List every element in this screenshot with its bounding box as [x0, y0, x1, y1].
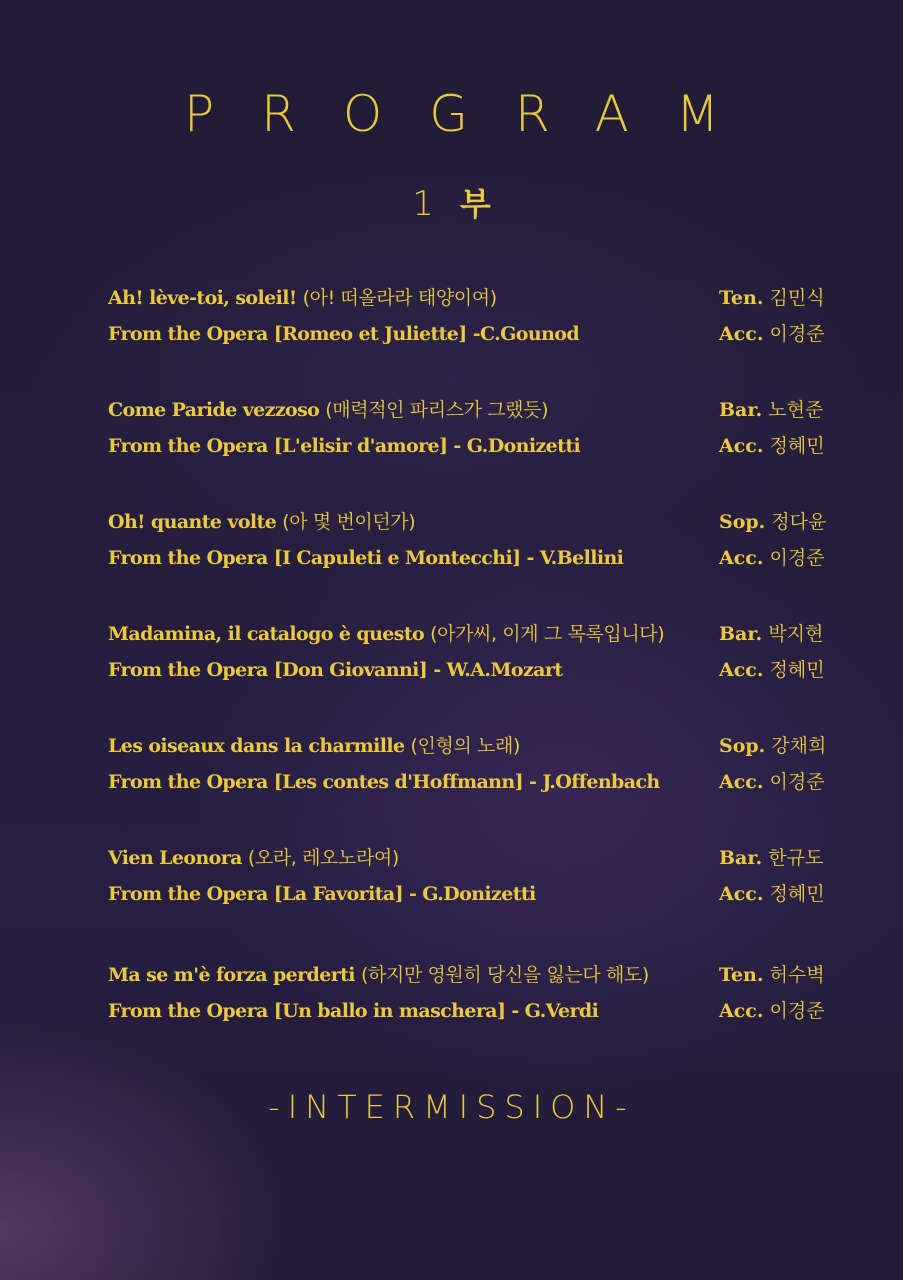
- accompanist-name: 이경준: [769, 771, 825, 793]
- intermission-label: -INTERMISSION-: [268, 1088, 635, 1126]
- aria-title-korean: (매력적인 파리스가 그랬듯): [325, 399, 549, 421]
- accompanist-name: 이경준: [769, 323, 825, 345]
- accompanist: [719, 652, 825, 689]
- accompanist-role: Acc.: [719, 1000, 764, 1022]
- accompanist-role: Acc.: [719, 323, 764, 345]
- aria-title-korean: (아! 떠올라라 태양이여): [302, 287, 497, 309]
- accompanist: [719, 540, 825, 577]
- singer: [719, 392, 823, 429]
- entry-line-source: [108, 764, 828, 800]
- aria-title: Madamina, il catalogo è questo (아가씨, 이게 그 목록입니다): [108, 623, 665, 645]
- accompanist: [719, 876, 825, 913]
- entry-line-aria: [108, 840, 828, 876]
- opera-source: From the Opera [I Capuleti e Montecchi] - V.Bellini: [108, 547, 624, 569]
- aria-title: Les oiseaux dans la charmille (인형의 노래): [108, 735, 520, 757]
- singer: [719, 957, 825, 994]
- singer-name: 박지현: [768, 623, 824, 645]
- singer-role: Bar.: [719, 623, 763, 645]
- entry-line-source: [108, 876, 828, 912]
- opera-source: From the Opera [Les contes d'Hoffmann] - J.Offenbach: [108, 771, 660, 793]
- opera-source: From the Opera [La Favorita] - G.Donizetti: [108, 883, 536, 905]
- accompanist-name: 정혜민: [769, 883, 825, 905]
- entry-line-source: [108, 540, 828, 576]
- accompanist-role: Acc.: [719, 435, 764, 457]
- page-title: PROGRAM: [183, 85, 767, 143]
- singer-name: 허수벽: [769, 964, 825, 986]
- program-entry: [108, 728, 828, 840]
- singer: [719, 280, 825, 317]
- program-entry: [108, 616, 828, 728]
- aria-title: Come Paride vezzoso (매력적인 파리스가 그랬듯): [108, 399, 549, 421]
- accompanist: [719, 428, 825, 465]
- accompanist-role: Acc.: [719, 883, 764, 905]
- program-list: [108, 280, 828, 1069]
- entry-line-source: [108, 993, 828, 1029]
- opera-source: From the Opera [Don Giovanni] - W.A.Mozart: [108, 659, 563, 681]
- accompanist-name: 이경준: [769, 547, 825, 569]
- aria-title-korean: (오라, 레오노라여): [247, 847, 399, 869]
- aria-title: Ah! lève-toi, soleil! (아! 떠올라라 태양이여): [108, 287, 497, 309]
- opera-source: From the Opera [L'elisir d'amore] - G.Donizetti: [108, 435, 581, 457]
- part-number: 1: [412, 184, 434, 224]
- singer-role: Bar.: [719, 847, 763, 869]
- accompanist-role: Acc.: [719, 771, 764, 793]
- opera-source: From the Opera [Un ballo in maschera] - G.Verdi: [108, 1000, 599, 1022]
- entry-line-aria: [108, 957, 828, 993]
- entry-line-aria: [108, 728, 828, 764]
- singer-role: Sop.: [719, 735, 766, 757]
- program-entry: [108, 504, 828, 616]
- accompanist-name: 정혜민: [769, 659, 825, 681]
- aria-title-korean: (하지만 영원히 당신을 잃는다 해도): [360, 964, 649, 986]
- accompanist: [719, 316, 825, 353]
- program-entry: [108, 280, 828, 392]
- accompanist: [719, 993, 825, 1030]
- accompanist-name: 정혜민: [769, 435, 825, 457]
- entry-line-aria: [108, 504, 828, 540]
- singer: [719, 504, 826, 541]
- aria-title: Vien Leonora (오라, 레오노라여): [108, 847, 399, 869]
- entry-line-source: [108, 652, 828, 688]
- accompanist-name: 이경준: [769, 1000, 825, 1022]
- singer-name: 강채희: [771, 735, 827, 757]
- aria-title: Ma se m'è forza perderti (하지만 영원히 당신을 잃는다 해도): [108, 964, 649, 986]
- aria-title-korean: (아 몇 번이던가): [282, 511, 416, 533]
- program-entry: [108, 392, 828, 504]
- singer-role: Bar.: [719, 399, 763, 421]
- entry-line-aria: [108, 280, 828, 316]
- program-entry: [108, 840, 828, 957]
- singer: [719, 840, 823, 877]
- aria-title-korean: (아가씨, 이게 그 목록입니다): [430, 623, 665, 645]
- singer: [719, 616, 823, 653]
- part-heading: [0, 180, 903, 234]
- singer-role: Sop.: [719, 511, 766, 533]
- singer: [719, 728, 826, 765]
- entry-line-source: [108, 428, 828, 464]
- singer-name: 정다윤: [771, 511, 827, 533]
- singer-name: 노현준: [768, 399, 824, 421]
- singer-role: Ten.: [719, 964, 764, 986]
- accompanist-role: Acc.: [719, 659, 764, 681]
- aria-title-korean: (인형의 노래): [410, 735, 520, 757]
- accompanist: [719, 764, 825, 801]
- singer-name: 김민식: [769, 287, 825, 309]
- entry-line-aria: [108, 392, 828, 428]
- part-label: 부: [459, 185, 491, 223]
- singer-role: Ten.: [719, 287, 764, 309]
- aria-title: Oh! quante volte (아 몇 번이던가): [108, 511, 416, 533]
- singer-name: 한규도: [768, 847, 824, 869]
- opera-source: From the Opera [Romeo et Juliette] -C.Gounod: [108, 323, 580, 345]
- entry-line-source: [108, 316, 828, 352]
- entry-line-aria: [108, 616, 828, 652]
- program-entry: [108, 957, 828, 1069]
- accompanist-role: Acc.: [719, 547, 764, 569]
